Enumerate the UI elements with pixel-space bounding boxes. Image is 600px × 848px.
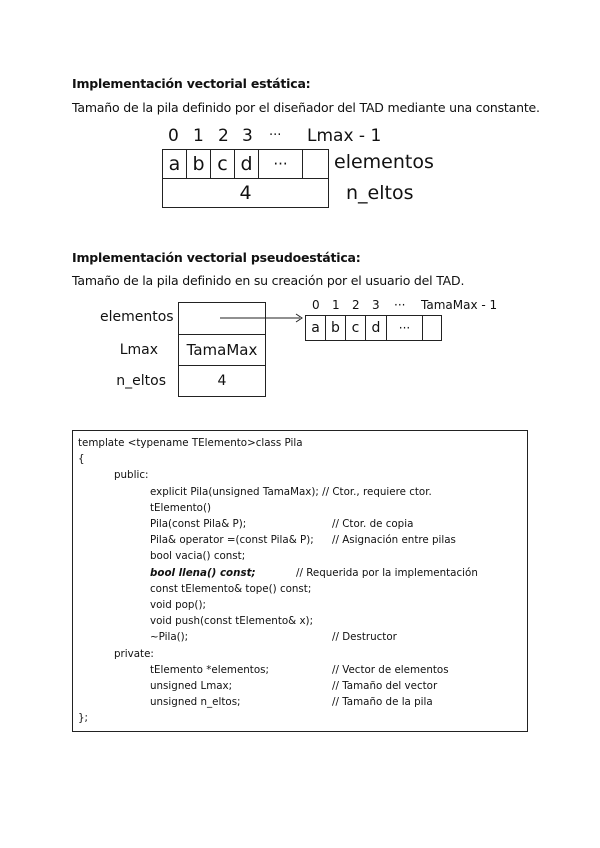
code-line-elementos: tElemento *elementos;: [150, 664, 269, 676]
label-n-eltos: n_eltos: [346, 182, 414, 204]
element-cell-b: b: [186, 149, 211, 179]
code-line-private: private:: [114, 648, 154, 660]
index-3: 3: [242, 126, 253, 146]
pseudostatic-heading: Implementación vectorial pseudoestática:: [72, 250, 361, 265]
code-line-tope: const tElemento& tope() const;: [150, 583, 312, 595]
code-line-push: void push(const tElemento& x);: [150, 615, 314, 627]
pseudostatic-description: Tamaño de la pila definido en su creación por el usuario del TAD.: [72, 273, 465, 288]
label-elementos: elementos: [334, 151, 434, 173]
code-line-vacia: bool vacia() const;: [150, 550, 246, 562]
code-line-pop: void pop();: [150, 599, 206, 611]
dyn-cell-c: c: [345, 315, 366, 341]
index-0: 0: [168, 126, 179, 146]
count-cell: 4: [162, 178, 329, 208]
code-comment-dtor: // Destructor: [332, 631, 397, 643]
code-line-llena: bool llena() const;: [150, 567, 256, 579]
dyn-cell-last: [422, 315, 442, 341]
code-line-close-brace: };: [78, 712, 89, 724]
code-comment-llena: // Requerida por la implementación: [296, 567, 478, 579]
index-last: Lmax - 1: [307, 126, 382, 146]
code-line-public: public:: [114, 469, 149, 481]
field-label-elementos: elementos: [100, 309, 174, 325]
pointer-arrow-icon: [218, 312, 308, 324]
code-comment-elementos: // Vector de elementos: [332, 664, 449, 676]
code-line-open-brace: {: [78, 453, 85, 465]
static-heading: Implementación vectorial estática:: [72, 76, 311, 91]
index-ellipsis: ···: [269, 128, 282, 143]
code-line-n-eltos: unsigned n_eltos;: [150, 696, 241, 708]
dyn-index-0: 0: [312, 298, 320, 312]
code-line-copy-ctor: Pila(const Pila& P);: [150, 518, 247, 530]
dyn-cell-d: d: [365, 315, 387, 341]
dyn-index-1: 1: [332, 298, 340, 312]
code-line-ctor: explicit Pila(unsigned TamaMax); // Ctor., requiere ctor.: [150, 486, 432, 498]
dyn-cell-a: a: [305, 315, 326, 341]
element-cell-a: a: [162, 149, 187, 179]
code-comment-assign: // Asignación entre pilas: [332, 534, 456, 546]
code-comment-copy-ctor: // Ctor. de copia: [332, 518, 414, 530]
code-line-template: template <typename TElemento>class Pila: [78, 437, 303, 449]
field-cell-lmax: TamaMax: [178, 334, 266, 366]
index-2: 2: [218, 126, 229, 146]
element-cell-last: [302, 149, 329, 179]
dyn-cell-b: b: [325, 315, 346, 341]
field-label-n-eltos: n_eltos: [116, 373, 166, 389]
dyn-index-last: TamaMax - 1: [421, 298, 498, 312]
code-comment-n-eltos: // Tamaño de la pila: [332, 696, 433, 708]
element-cell-d: d: [234, 149, 259, 179]
dyn-index-3: 3: [372, 298, 380, 312]
code-line-lmax: unsigned Lmax;: [150, 680, 233, 692]
field-label-lmax: Lmax: [119, 342, 158, 358]
element-cell-c: c: [210, 149, 235, 179]
static-description: Tamaño de la pila definido por el diseñador del TAD mediante una constante.: [72, 100, 540, 115]
field-cell-n-eltos: 4: [178, 365, 266, 397]
dyn-index-2: 2: [352, 298, 360, 312]
dyn-cell-ellipsis: ···: [386, 315, 423, 341]
code-line-telemento: tElemento(): [150, 502, 212, 514]
element-cell-ellipsis: ···: [258, 149, 303, 179]
code-line-dtor: ~Pila();: [150, 631, 189, 643]
code-line-assign: Pila& operator =(const Pila& P);: [150, 534, 314, 546]
index-1: 1: [193, 126, 204, 146]
dyn-index-ellipsis: ···: [394, 298, 406, 312]
code-comment-lmax: // Tamaño del vector: [332, 680, 438, 692]
